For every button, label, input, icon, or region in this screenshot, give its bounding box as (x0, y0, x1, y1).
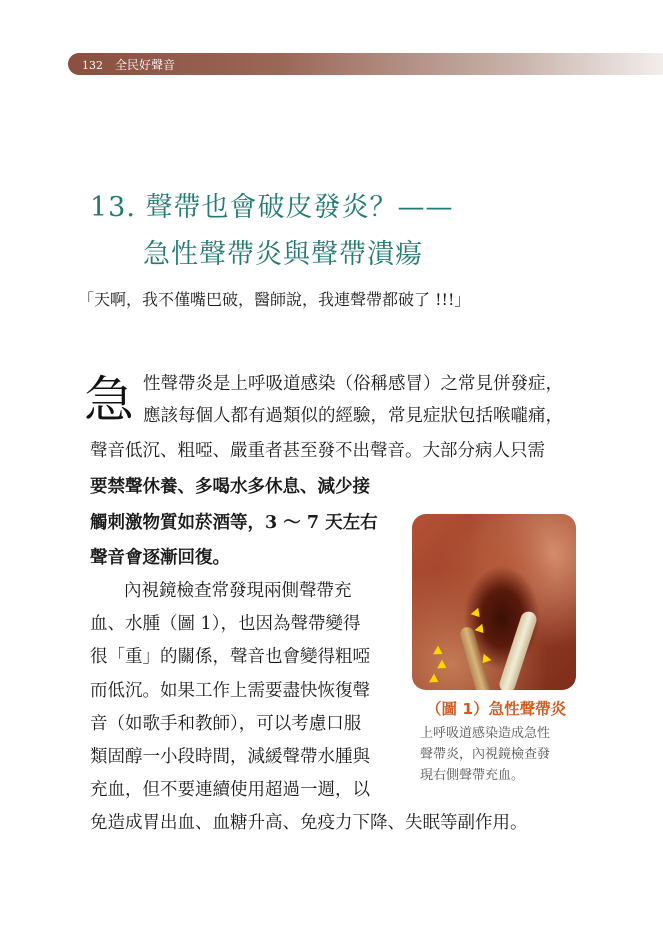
arrow-marker (433, 646, 445, 659)
arrow-marker (429, 674, 441, 687)
body-line: 充血，但不要連續使用超過一週，以 (90, 780, 370, 800)
body-line: 很「重」的關係，聲音也會變得粗啞 (90, 647, 370, 667)
figure-description-line: 聲帶炎，內視鏡檢查發 (420, 747, 551, 762)
body-line-bold: 聲音會逐漸回復。 (90, 548, 230, 568)
right-vocal-cord (497, 610, 538, 690)
drop-cap: 急 (84, 371, 134, 429)
arrow-marker (471, 608, 484, 621)
opening-quote: 「天啊，我不僅嘴巴破，醫師說，我連聲帶都破了 !!!」 (78, 290, 471, 309)
figure-caption: （圖 1）急性聲帶炎 (426, 700, 567, 718)
body-line: 類固醇一小段時間，減緩聲帶水腫與 (90, 747, 370, 767)
page-number: 132 (82, 59, 103, 72)
chapter-title-line1: 13. 聲帶也會破皮發炎？—— (90, 192, 454, 223)
figure-description-line: 上呼吸道感染造成急性 (420, 726, 551, 741)
body-line: 而低沉。如果工作上需要盡快恢復聲 (90, 681, 370, 701)
body-line: 聲音低沉、粗啞、嚴重者甚至發不出聲音。大部分病人只需 (90, 441, 545, 461)
arrow-marker (475, 624, 488, 637)
figure-description-line: 現右側聲帶充血。 (420, 768, 525, 783)
endoscopy-image (412, 514, 576, 690)
chapter-title-line2: 急性聲帶炎與聲帶潰瘍 (143, 239, 423, 270)
body-line: 血、水腫（圖 1），也因為聲帶變得 (90, 614, 361, 634)
figure-description (420, 723, 580, 786)
arrow-marker (437, 660, 449, 673)
body-line: 應該每個人都有過類似的經驗，常見症狀包括喉嚨痛， (143, 406, 563, 426)
body-line-bold: 觸刺激物質如菸酒等，3 ～ 7 天左右 (90, 513, 378, 533)
book-title: 全民好聲音 (115, 58, 176, 72)
body-line: 性聲帶炎是上呼吸道感染（俗稱感冒）之常見併發症， (143, 374, 563, 394)
body-line: 音（如歌手和教師），可以考慮口服 (90, 714, 362, 734)
running-header (82, 56, 175, 74)
body-line: 免造成胃出血、血糖升高、免疫力下降、失眠等副作用。 (90, 813, 528, 833)
body-line: 內視鏡檢查常發現兩側聲帶充 (124, 581, 352, 601)
body-line-bold: 要禁聲休養、多喝水多休息、減少接 (90, 477, 370, 497)
